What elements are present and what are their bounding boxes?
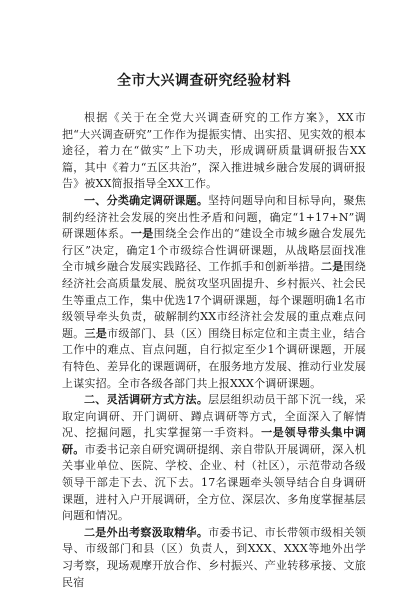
point-label: 三是 — [84, 326, 108, 340]
section-body: 层层组织动员干部下沉一线，采取定向调研、开门调研、蹲点调研等方式，全面深入了解情况、挖掘问题，扎实掌握第一手资料。 — [62, 393, 366, 440]
section-heading: 二、灵活调研方式方法。 — [84, 393, 209, 407]
section-paragraph — [62, 392, 366, 525]
point-label: 二是 — [321, 260, 344, 274]
point-text: 市级部门、县（区）围绕目标定位和主责主业，结合工作中的难点、盲点问题，自行拟定至少1个调研课题，开展有特色、差异化的课题调研，在服务地方发展、推动行业发展上谋实招。全市各级各部门共上报XXX个调研课题。 — [62, 326, 366, 390]
point-label: 一是 — [130, 227, 154, 241]
point-text: 围绕全会作出的“建设全市城乡融合发展先行区”决定，确定1个市级综合性调研课题，从战略层面找准全市城乡融合发展实践路径、工作抓手和创新举措。 — [62, 227, 366, 274]
point-text: 市委书记、市长带领市级相关领导、市级部门和县（区）负责人，到XXX、XXX等地外出学习考察，现场观摩开放合作、乡村振兴、产业转移承接、文旅民宿 — [62, 525, 366, 589]
section-paragraph — [62, 525, 366, 591]
point-label: 二是外出考察汲取精华。 — [84, 525, 209, 539]
intro-paragraph: 根据《关于在全党大兴调查研究的工作方案》，XX市把“大兴调查研究”工作作为提振实情、出实招、见实效的根本途径，着力在“做实”上下功夫，形成调研质量调研报告XX篇，其中《着力“五区共治”，深入推进城乡融合发展的调研报告》被XX简报指导全XX工作。 — [62, 111, 366, 191]
section-paragraph — [62, 193, 366, 392]
point-text: 围绕经济社会高质量发展、脱贫攻坚巩固提升、乡村振兴、社会民生等重点工作，集中优选17个调研课题，每个课题明确1名市级领导牵头负责，破解制约XX市经济社会发展的重点难点问题。 — [62, 260, 366, 340]
section-body: 坚持问题导向和目标导向，聚焦制约经济社会发展的突出性矛盾和问题，确定“1+17+N”调研课题体系。 — [62, 193, 366, 241]
section-heading: 一、分类确定调研课题。 — [84, 193, 209, 207]
document-title: 全市大兴调查研究经验材料 — [117, 73, 291, 89]
point-text: 市委书记亲自研究调研提纲、亲自带队开展调研，深入机关事业单位、医院、学校、企业、村（社区），示范带动各级领导干部走下去、沉下去。17名课题牵头领导结合自身调研课题，进村入户开展调研，全方位、深层次、多角度掌握基层问题和情况。 — [62, 442, 367, 523]
document-body — [62, 110, 366, 591]
point-label: 一是领导带头集中调研。 — [62, 426, 366, 456]
